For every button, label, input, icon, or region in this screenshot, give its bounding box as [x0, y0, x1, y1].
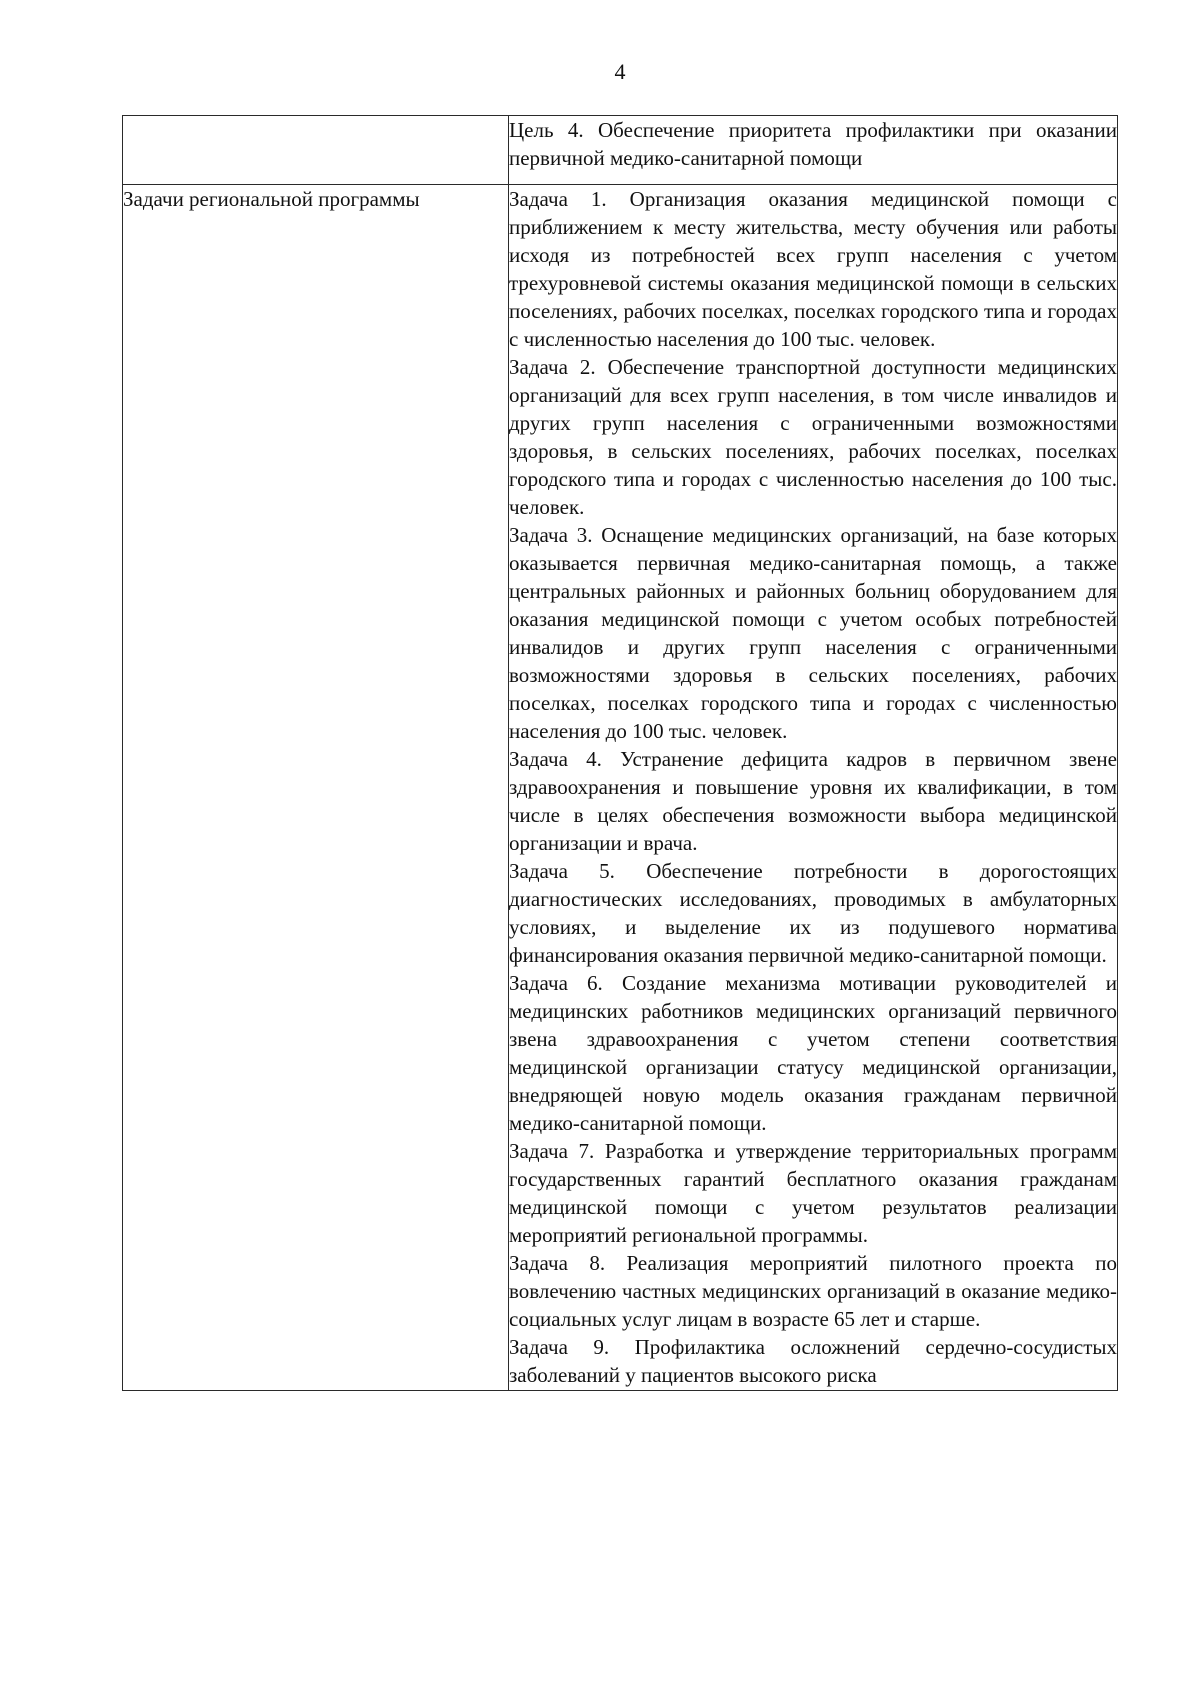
task-5: Задача 5. Обеспечение потребности в дорогостоящих диагностических исследованиях, проводимых в амбулаторных условиях, и выделение их из подушевого норматива финансирования оказания первичной медико-санитарной помощи.	[509, 859, 1117, 967]
tasks-label: Задачи региональной программы	[123, 185, 509, 1391]
program-table	[122, 115, 1118, 1391]
goal-row-left-cell	[123, 116, 509, 185]
task-6: Задача 6. Создание механизма мотивации руководителей и медицинских работников медицинских организаций первичного звена здравоохранения с учетом степени соответствия медицинской организации статусу медицинской организации, внедряющей новую модель оказания гражданам первичной медико-санитарной помощи.	[509, 971, 1117, 1135]
task-7: Задача 7. Разработка и утверждение территориальных программ государственных гарантий бесплатного оказания гражданам медицинской помощи с учетом результатов реализации мероприятий региональной программы.	[509, 1139, 1117, 1247]
task-1: Задача 1. Организация оказания медицинской помощи с приближением к месту жительства, месту обучения или работы исходя из потребностей всех групп населения с учетом трехуровневой системы оказания медицинской помощи в сельских поселениях, рабочих поселках, поселках городского типа и городах с численностью населения до 100 тыс. человек.	[509, 187, 1117, 351]
page-number: 4	[614, 59, 626, 84]
task-4: Задача 4. Устранение дефицита кадров в первичном звене здравоохранения и повышение уровня их квалификации, в том числе в целях обеспечения возможности выбора медицинской организации и врача.	[509, 747, 1117, 855]
task-8: Задача 8. Реализация мероприятий пилотного проекта по вовлечению частных медицинских организаций в оказание медико-социальных услуг лицам в возрасте 65 лет и старше.	[509, 1251, 1117, 1331]
task-2: Задача 2. Обеспечение транспортной доступности медицинских организаций для всех групп населения, в том числе инвалидов и других групп населения с ограниченными возможностями здоровья, в сельских поселениях, рабочих поселках, поселках городского типа и городах с численностью населения до 100 тыс. человек.	[509, 355, 1117, 519]
tasks-cell	[509, 185, 1118, 1391]
task-9: Задача 9. Профилактика осложнений сердечно-сосудистых заболеваний у пациентов высокого риска	[509, 1335, 1117, 1387]
table-row-tasks	[123, 185, 1118, 1391]
task-3: Задача 3. Оснащение медицинских организаций, на базе которых оказывается первичная медико-санитарная помощь, а также центральных районных и районных больниц оборудованием для оказания медицинской помощи с учетом особых потребностей инвалидов и других групп населения с ограниченными возможностями здоровья в сельских поселениях, рабочих поселках, поселках городского типа и городах с численностью населения до 100 тыс. человек.	[509, 523, 1117, 743]
table-row-goal	[123, 116, 1118, 185]
goal-text: Цель 4. Обеспечение приоритета профилактики при оказании первичной медико-санитарной помощи	[509, 116, 1118, 185]
